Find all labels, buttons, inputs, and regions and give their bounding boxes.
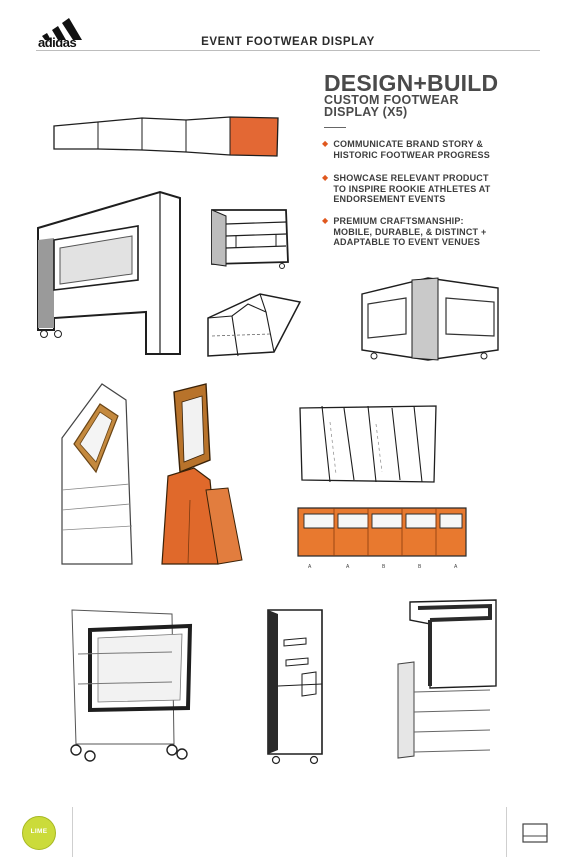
header-divider — [36, 50, 540, 51]
sketch-tilted-frame-wood — [154, 380, 246, 566]
bullet-showcase-product — [322, 173, 522, 205]
heading-rule — [324, 127, 346, 128]
bullet-dot-icon: ◆ — [322, 216, 329, 225]
svg-text:A: A — [346, 564, 350, 570]
design-subheading — [324, 94, 544, 118]
footer-divider-left — [72, 807, 73, 857]
sketch-slanted-panels — [296, 402, 440, 484]
bullet-line: TO INSPIRE ROOKIE ATHLETES AT — [333, 183, 491, 194]
sketch-display-strip — [50, 112, 280, 158]
sketch-corner-display — [356, 274, 504, 364]
sketch-rolling-cart — [62, 604, 196, 766]
bullet-line: ENDORSEMENT EVENTS — [333, 194, 446, 204]
bullet-line: ADAPTABLE TO EVENT VENUES — [333, 237, 481, 247]
sketch-shelf-box — [206, 204, 296, 270]
bullet-line: HISTORIC FOOTWEAR PROGRESS — [333, 149, 490, 160]
subheading-line-1: CUSTOM FOOTWEAR — [324, 93, 459, 107]
tray-icon — [522, 822, 548, 844]
sketch-tall-cabinet — [262, 604, 332, 766]
lime-logo-text: LIME — [30, 828, 48, 835]
page-title: EVENT FOOTWEAR DISPLAY — [201, 36, 375, 48]
brand-wordmark: adidas — [38, 35, 77, 50]
bullet-dot-icon: ◆ — [322, 139, 329, 148]
bullet-line: SHOWCASE RELEVANT PRODUCT — [333, 173, 489, 183]
svg-text:A: A — [308, 564, 312, 570]
sketch-sawtooth-display — [204, 290, 302, 358]
sketch-orange-counter — [294, 504, 470, 574]
sketch-corner-unit — [390, 596, 504, 762]
design-build-heading: DESIGN+BUILD — [324, 70, 499, 96]
bullet-dot-icon: ◆ — [322, 173, 329, 182]
svg-text:B: B — [418, 564, 422, 570]
sketch-l-display — [30, 188, 188, 360]
subheading-line-2: DISPLAY (X5) — [324, 105, 408, 119]
bullet-brand-story — [322, 139, 522, 160]
footer-divider-right — [506, 807, 507, 857]
svg-text:A: A — [454, 564, 458, 570]
bullet-craftsmanship — [322, 216, 522, 248]
svg-text:B: B — [382, 564, 386, 570]
bullet-line: MOBILE, DURABLE, & DISTINCT + — [333, 226, 487, 237]
sketch-tilted-frame — [56, 380, 142, 566]
bullet-line: PREMIUM CRAFTSMANSHIP: — [333, 216, 464, 226]
bullet-line: COMMUNICATE BRAND STORY & — [333, 139, 484, 149]
